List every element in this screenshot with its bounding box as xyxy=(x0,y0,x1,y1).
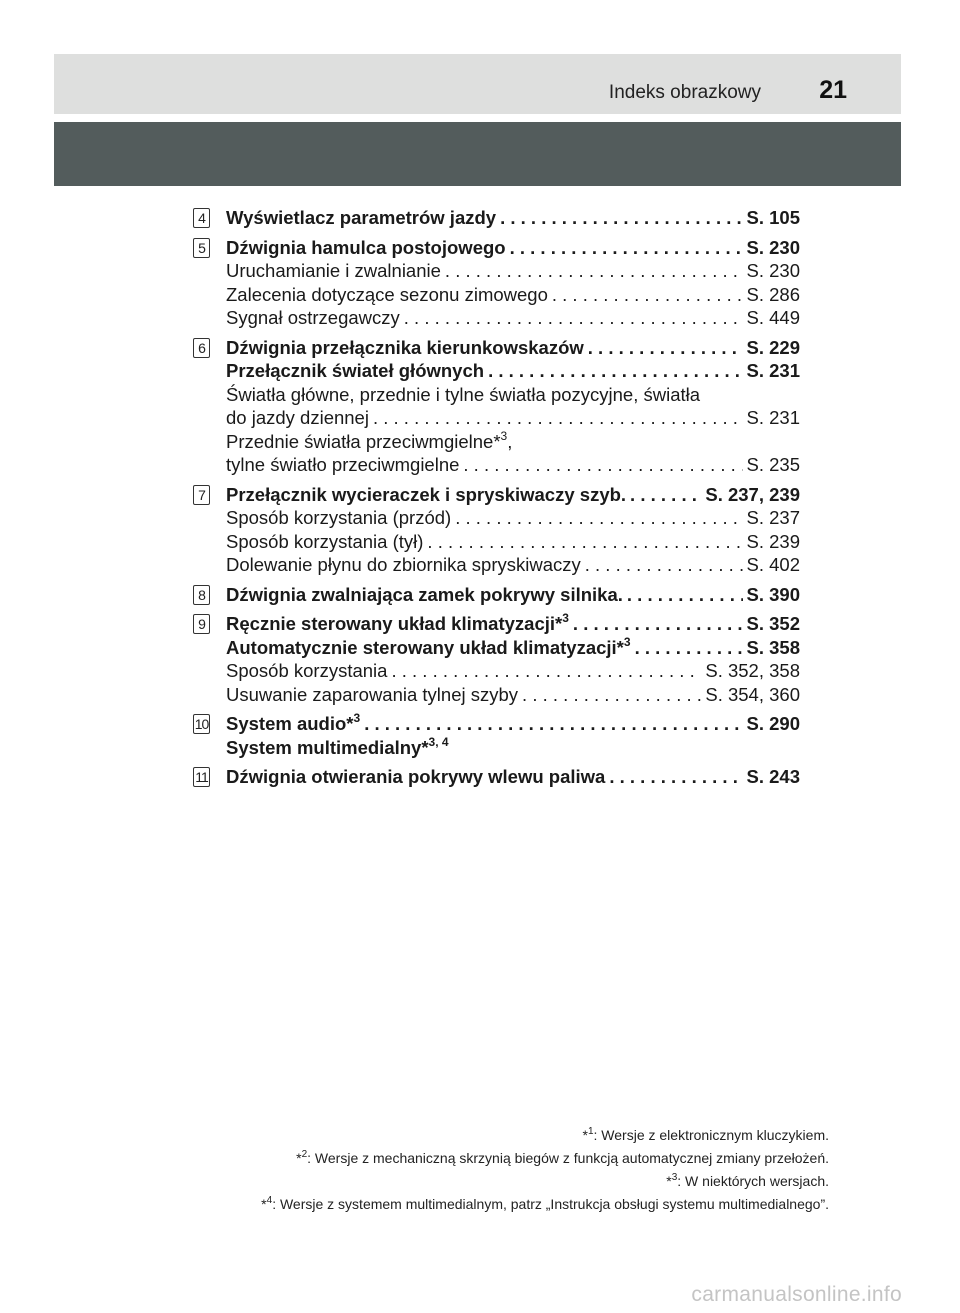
entry-text: Sposób korzystania (tył) xyxy=(226,530,424,552)
dot-leader xyxy=(445,259,743,283)
dot-leader xyxy=(588,336,743,360)
entry-title xyxy=(226,659,387,683)
entry-text: Dźwignia hamulca postojowego xyxy=(226,236,506,258)
item-number-badge: 8 xyxy=(193,585,210,605)
entry-text: Uruchamianie i zwalnianie xyxy=(226,260,441,281)
index-entry[interactable] xyxy=(193,236,800,260)
page-reference[interactable]: S. 231 xyxy=(746,360,800,381)
index-group xyxy=(193,336,800,477)
entry-text: Przednie światła przeciwmgielne* xyxy=(226,430,501,452)
entry-title xyxy=(226,283,548,307)
header-band xyxy=(54,54,901,114)
entry-title xyxy=(226,206,496,230)
page-reference[interactable]: S. 237, 239 xyxy=(705,483,800,505)
entry-text: Sygnał ostrzegawczy xyxy=(226,307,400,328)
index-group xyxy=(193,206,800,230)
index-entry[interactable] xyxy=(193,612,800,636)
page-reference[interactable]: S. 243 xyxy=(746,766,800,787)
entry-title xyxy=(226,336,584,360)
dot-leader xyxy=(373,406,743,430)
index-entry[interactable] xyxy=(193,383,800,407)
index-entry[interactable] xyxy=(193,636,800,660)
entry-title xyxy=(226,765,605,789)
index-group xyxy=(193,612,800,706)
dot-leader xyxy=(609,765,742,789)
item-number-badge: 11 xyxy=(193,767,210,787)
page-reference[interactable]: S. 235 xyxy=(746,454,800,475)
entry-suffix: , xyxy=(507,430,513,452)
index-group xyxy=(193,236,800,330)
entry-text: Przełącznik świateł głównych xyxy=(226,360,485,381)
index-entry[interactable] xyxy=(193,259,800,283)
index-entry[interactable] xyxy=(193,206,800,230)
entry-title xyxy=(226,506,451,530)
dot-leader xyxy=(463,453,742,477)
footnote-ref: 3, 4 xyxy=(428,734,449,749)
entry-text: Dźwignia otwierania pokrywy wlewu paliwa xyxy=(226,766,606,787)
index-group xyxy=(193,483,800,577)
footnote-text: : Wersje z systemem multimedialnym, patrz „Instrukcja obsługi systemu multimedialnego”. xyxy=(272,1196,829,1212)
page-reference[interactable]: S. 237 xyxy=(746,507,800,528)
entry-text: Wyświetlacz parametrów jazdy xyxy=(226,207,497,228)
footnote xyxy=(261,1147,829,1170)
index-entry[interactable] xyxy=(193,483,800,507)
entry-title xyxy=(226,636,631,660)
footnote-ref: 3 xyxy=(500,428,508,443)
page-reference[interactable]: S. 449 xyxy=(746,307,800,328)
entry-text: Dźwignia przełącznika kierunkowskazów xyxy=(226,336,584,358)
footnote-mark: * xyxy=(666,1173,672,1189)
entry-text: System audio* xyxy=(226,713,354,734)
index-entry[interactable] xyxy=(193,283,800,307)
entry-text: Zalecenia dotyczące sezonu zimowego xyxy=(226,283,548,305)
dot-leader xyxy=(627,583,743,607)
page-reference[interactable]: S. 352 xyxy=(746,613,800,634)
item-number-badge: 5 xyxy=(193,238,210,258)
index-entry[interactable] xyxy=(193,712,800,736)
footnote-mark: * xyxy=(296,1150,302,1166)
entry-title xyxy=(226,428,513,452)
index-group xyxy=(193,765,800,789)
footnote-ref: 3 xyxy=(562,611,569,625)
page-reference[interactable]: S. 402 xyxy=(746,554,800,575)
dot-leader xyxy=(455,506,742,530)
dot-leader xyxy=(522,683,701,707)
entry-title xyxy=(226,612,569,636)
dot-leader xyxy=(404,306,743,330)
index-entry[interactable] xyxy=(193,506,800,530)
entry-text: Sposób korzystania (przód) xyxy=(226,507,452,528)
item-number-badge: 4 xyxy=(193,208,210,228)
watermark: carmanualsonline.info xyxy=(691,1283,902,1306)
index-entry[interactable] xyxy=(193,406,800,430)
index-entry[interactable] xyxy=(193,359,800,383)
entry-text: Usuwanie zaparowania tylnej szyby xyxy=(226,683,519,705)
dot-leader xyxy=(635,636,743,660)
dot-leader xyxy=(573,612,743,636)
entry-text: System multimedialny* xyxy=(226,736,429,758)
page-reference[interactable]: S. 358 xyxy=(746,636,800,658)
footnote xyxy=(261,1124,829,1147)
page-reference[interactable]: S. 229 xyxy=(746,336,800,358)
dot-leader xyxy=(510,236,743,260)
dot-leader xyxy=(630,483,701,507)
dot-leader xyxy=(585,553,743,577)
footnote xyxy=(261,1193,829,1216)
entry-title xyxy=(226,259,441,283)
page-reference[interactable]: S. 286 xyxy=(746,283,800,305)
entry-text: tylne światło przeciwmgielne xyxy=(226,454,460,475)
footnote-number: 2 xyxy=(301,1149,308,1160)
footnote-number: 3 xyxy=(671,1172,678,1183)
footnote xyxy=(261,1170,829,1193)
entry-text: Dolewanie płynu do zbiornika spryskiwaczy xyxy=(226,554,581,575)
entry-title xyxy=(226,483,626,507)
footnote-mark: * xyxy=(582,1127,588,1143)
section-banner xyxy=(54,122,901,186)
item-number-badge: 7 xyxy=(193,485,210,505)
entry-title xyxy=(226,306,400,330)
dot-leader xyxy=(552,283,743,307)
page-reference[interactable]: S. 352, 358 xyxy=(705,660,800,681)
entry-title xyxy=(226,236,506,260)
page-reference[interactable]: S. 231 xyxy=(746,407,800,428)
dot-leader xyxy=(500,206,742,230)
index-entry[interactable] xyxy=(193,659,800,683)
entry-title xyxy=(226,553,581,577)
index-entry[interactable] xyxy=(193,306,800,330)
entry-title xyxy=(226,384,700,405)
index-entry[interactable] xyxy=(193,336,800,360)
page-reference[interactable]: S. 290 xyxy=(746,713,800,734)
section-title: Indeks obrazkowy xyxy=(608,82,761,103)
footnote-ref: 3 xyxy=(353,711,361,725)
footnote-mark: * xyxy=(261,1196,267,1212)
index-entry[interactable] xyxy=(193,683,800,707)
footnote-number: 4 xyxy=(266,1195,273,1206)
page-reference[interactable]: S. 230 xyxy=(746,260,800,281)
entry-text: Sposób korzystania xyxy=(226,660,388,681)
entry-text: Dźwignia zwalniająca zamek pokrywy silnika. xyxy=(226,583,623,605)
entry-text: Światła główne, przednie i tylne światła pozycyjne, światła xyxy=(226,383,701,405)
dot-leader xyxy=(391,659,701,683)
entry-title xyxy=(226,583,623,607)
entry-title xyxy=(226,359,484,383)
index-group xyxy=(193,712,800,759)
dot-leader xyxy=(427,530,742,554)
entry-title xyxy=(226,453,459,477)
page-reference[interactable]: S. 390 xyxy=(746,583,800,605)
page-number: 21 xyxy=(819,76,847,104)
entry-text: Ręcznie sterowany układ klimatyzacji* xyxy=(226,613,563,634)
entry-title xyxy=(226,406,369,430)
entry-text: Automatycznie sterowany układ klimatyzacji* xyxy=(226,636,624,658)
dot-leader xyxy=(364,712,742,736)
item-number-badge: 9 xyxy=(193,614,210,634)
footnote-text: : Wersje z mechaniczną skrzynią biegów z funkcją automatycznej zmiany przełożeń. xyxy=(307,1150,829,1166)
dot-leader xyxy=(488,359,742,383)
footnotes xyxy=(261,1124,829,1216)
page-reference[interactable]: S. 230 xyxy=(746,236,800,258)
index-list xyxy=(193,206,800,795)
entry-title xyxy=(226,734,449,758)
index-entry[interactable] xyxy=(193,453,800,477)
index-entry[interactable] xyxy=(193,553,800,577)
index-group xyxy=(193,583,800,607)
entry-text: Przełącznik wycieraczek i spryskiwaczy szyb. xyxy=(226,483,627,505)
item-number-badge: 6 xyxy=(193,338,210,358)
index-entry[interactable] xyxy=(193,530,800,554)
footnote-number: 1 xyxy=(587,1126,594,1137)
index-entry[interactable] xyxy=(193,583,800,607)
entry-title xyxy=(226,712,360,736)
entry-text: do jazdy dziennej xyxy=(226,407,369,428)
footnote-text: : Wersje z elektronicznym kluczykiem. xyxy=(593,1127,829,1143)
index-entry[interactable] xyxy=(193,736,800,760)
index-entry[interactable] xyxy=(193,430,800,454)
entry-title xyxy=(226,683,518,707)
item-number-badge: 10 xyxy=(194,716,209,732)
page-reference[interactable]: S. 239 xyxy=(746,530,800,552)
footnote-ref: 3 xyxy=(623,634,631,649)
page-reference[interactable]: S. 105 xyxy=(746,207,800,228)
footnote-text: : W niektórych wersjach. xyxy=(677,1173,829,1189)
page-reference[interactable]: S. 354, 360 xyxy=(705,683,800,705)
entry-title xyxy=(226,530,423,554)
index-entry[interactable] xyxy=(193,765,800,789)
